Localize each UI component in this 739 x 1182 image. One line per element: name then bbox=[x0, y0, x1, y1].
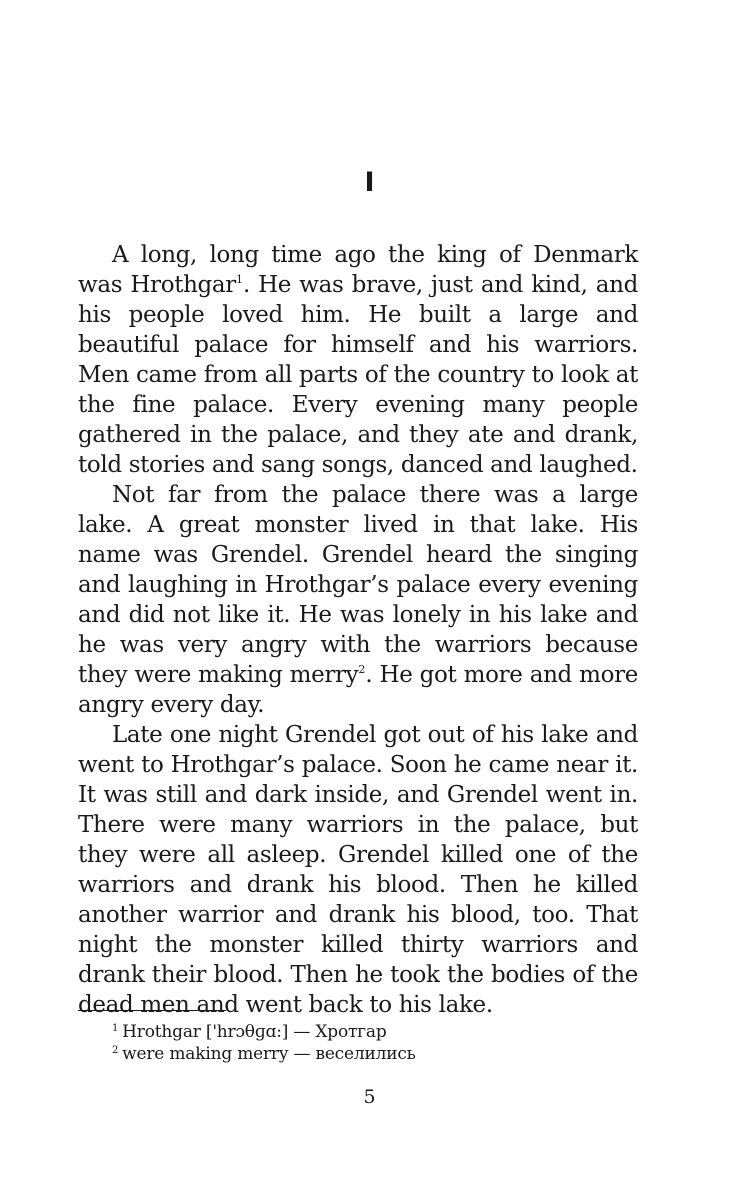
footnote-reference[interactable]: 1 bbox=[235, 273, 243, 286]
paragraph-text: . He got more and more angry every day. bbox=[78, 662, 638, 718]
paragraph bbox=[78, 720, 638, 1020]
paragraph-text: A long, long time ago the king of Denmark was Hrothgar bbox=[78, 242, 638, 298]
footnote-marker: 1 bbox=[112, 1023, 119, 1034]
chapter-body bbox=[78, 240, 638, 1020]
footnote-text: Hrothgar ['hrɔθɡɑ:] — Хротгар bbox=[122, 1022, 387, 1042]
page-number: 5 bbox=[363, 1086, 376, 1108]
footnote-divider bbox=[78, 1010, 226, 1011]
footnote-text: were making merry — веселились bbox=[122, 1044, 416, 1064]
footnotes bbox=[112, 1021, 632, 1065]
footnote bbox=[112, 1043, 632, 1065]
paragraph bbox=[78, 480, 638, 720]
footnote-reference[interactable]: 2 bbox=[358, 663, 366, 676]
footnote bbox=[112, 1021, 632, 1043]
chapter-heading: I bbox=[364, 167, 375, 198]
paragraph-text: Not far from the palace there was a large lake. A great monster lived in that lake. His name was Grendel. Grendel heard the singing and laughing in Hrothgar’s palace every evening and did not like it. He was lonely in his lake and he was very angry with the warriors because they were making merry bbox=[78, 482, 638, 688]
paragraph-text: Late one night Grendel got out of his lake and went to Hrothgar’s palace. Soon he came near it. It was still and dark inside, and Grendel went in. There were many warriors in the palace, but they were all asleep. Grendel killed one of the warriors and drank his blood. Then he killed another warrior and drank his blood, too. That night the monster killed thirty warriors and drank their blood. Then he took the bodies of the dead men and went back to his lake. bbox=[78, 722, 638, 1018]
paragraph-text: . He was brave, just and kind, and his people loved him. He built a large and beautiful palace for himself and his warriors. Men came from all parts of the country to look at the fine palace. Every evening many people gathered in the palace, and they ate and drank, told stories and sang songs, danced and laughed. bbox=[78, 272, 638, 478]
paragraph bbox=[78, 240, 638, 480]
footnote-marker: 2 bbox=[112, 1045, 119, 1056]
